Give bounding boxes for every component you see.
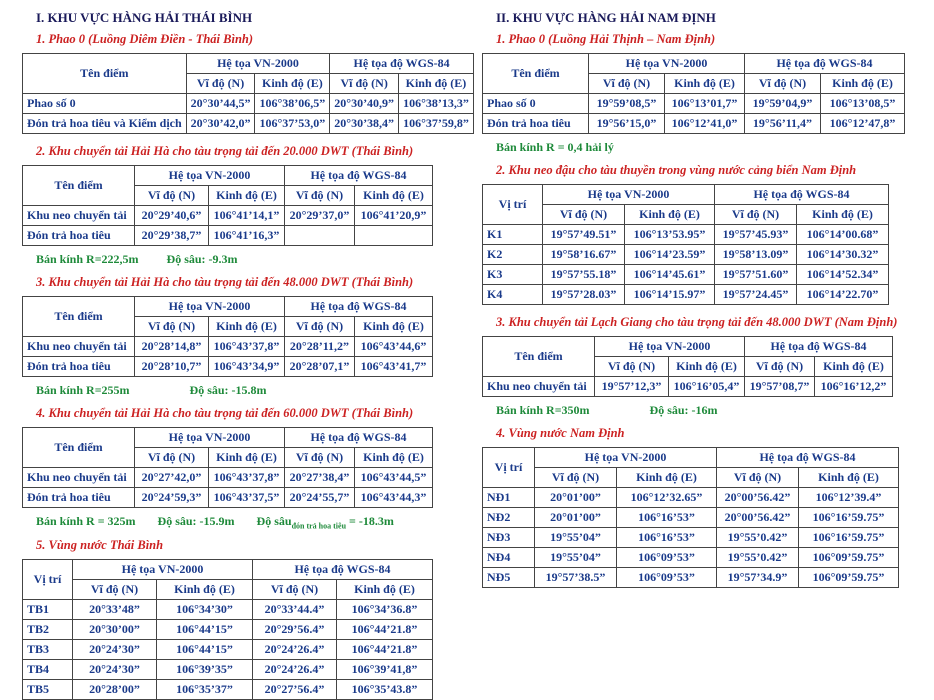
- lon-header: Kinh độ (E): [799, 468, 899, 488]
- nam-dinh-column: [482, 6, 912, 588]
- radius-note: [496, 140, 912, 155]
- coord-cell: [285, 226, 355, 246]
- lon-header: Kinh độ (E): [255, 74, 330, 94]
- point-name-cell: TB1: [23, 600, 73, 620]
- header-row: [23, 54, 474, 74]
- coord-cell: 20°28’14,8”: [135, 337, 209, 357]
- coord-cell: 20°33’44.4”: [253, 600, 337, 620]
- coord-cell: 106°14’30.32”: [797, 245, 889, 265]
- coord-cell: 106°44’21.8”: [337, 620, 433, 640]
- table-row: [483, 528, 899, 548]
- coord-cell: 19°57’24.45”: [715, 285, 797, 305]
- coord-cell: 106°16’59.75”: [799, 508, 899, 528]
- point-name-cell: Khu neo chuyển tải: [23, 206, 135, 226]
- pilot-depth-label: Độ sâu: [256, 514, 292, 528]
- depth-text: Độ sâu: -16m: [649, 403, 718, 417]
- table-row: [23, 357, 433, 377]
- lon-header: Kinh độ (E): [209, 448, 285, 468]
- coord-cell: 19°55’0.42”: [717, 528, 799, 548]
- coord-cell: 20°01’00”: [535, 508, 617, 528]
- coord-cell: 106°38’13,3”: [399, 94, 474, 114]
- lat-header: Vĩ độ (N): [135, 317, 209, 337]
- coord-cell: 20°24’59,3”: [135, 488, 209, 508]
- coord-cell: 19°55’0.42”: [717, 548, 799, 568]
- header-row: [23, 560, 433, 580]
- coord-cell: 20°28’10,7”: [135, 357, 209, 377]
- lon-header: Kinh độ (E): [821, 74, 905, 94]
- header-row: [23, 428, 433, 448]
- name-header: Tên điểm: [23, 297, 135, 337]
- coord-cell: 19°57’49.51”: [543, 225, 625, 245]
- table-row: [483, 568, 899, 588]
- coord-cell: 106°14’45.61”: [625, 265, 715, 285]
- coord-cell: 106°39’35”: [157, 660, 253, 680]
- coord-cell: 20°24’30”: [73, 640, 157, 660]
- lon-header: Kinh độ (E): [337, 580, 433, 600]
- point-name-cell: K2: [483, 245, 543, 265]
- coord-cell: 106°12’32.65”: [617, 488, 717, 508]
- lon-header: Kinh độ (E): [665, 74, 745, 94]
- coord-cell: 20°30’00”: [73, 620, 157, 640]
- coord-cell: 106°16’53”: [617, 508, 717, 528]
- coord-cell: 106°34’30”: [157, 600, 253, 620]
- coord-cell: 106°14’15.97”: [625, 285, 715, 305]
- lat-header: Vĩ độ (N): [186, 74, 255, 94]
- coord-cell: 19°57’34.9”: [717, 568, 799, 588]
- coord-cell: 20°29’40,6”: [135, 206, 209, 226]
- coord-cell: 106°41’16,3”: [209, 226, 285, 246]
- coord-cell: [355, 226, 433, 246]
- lon-header: Kinh độ (E): [617, 468, 717, 488]
- point-name-cell: K4: [483, 285, 543, 305]
- point-name-cell: K1: [483, 225, 543, 245]
- point-name-cell: NĐ5: [483, 568, 535, 588]
- coord-cell: 106°44’15”: [157, 620, 253, 640]
- coord-cell: 106°41’20,9”: [355, 206, 433, 226]
- vn2000-header: Hệ tọa VN-2000: [73, 560, 253, 580]
- lat-header: Vĩ độ (N): [330, 74, 399, 94]
- coord-cell: 20°30’38,4”: [330, 114, 399, 134]
- lat-header: Vĩ độ (N): [595, 357, 669, 377]
- coord-cell: 106°43’37,8”: [209, 468, 285, 488]
- coord-cell: 20°29’37,0”: [285, 206, 355, 226]
- vn2000-header: Hệ tọa VN-2000: [135, 297, 285, 317]
- header-row: [483, 448, 899, 468]
- name-header: Tên điểm: [483, 337, 595, 377]
- vn2000-header: Hệ tọa VN-2000: [543, 185, 715, 205]
- table-row: [23, 226, 433, 246]
- coord-table: [482, 53, 905, 134]
- pilot-depth-value: = -18.3m: [346, 514, 394, 528]
- wgs84-header: Hệ tọa độ WGS-84: [745, 54, 905, 74]
- lon-header: Kinh độ (E): [669, 357, 745, 377]
- coord-table: [482, 447, 899, 588]
- wgs84-header: Hệ tọa độ WGS-84: [745, 337, 893, 357]
- coord-cell: 106°13’53.95”: [625, 225, 715, 245]
- coord-cell: 20°30’44,5”: [186, 94, 255, 114]
- table-row: [23, 600, 433, 620]
- lat-header: Vĩ độ (N): [543, 205, 625, 225]
- lon-header: Kinh độ (E): [355, 448, 433, 468]
- coord-cell: 19°57’08,7”: [745, 377, 815, 397]
- lat-header: Vĩ độ (N): [535, 468, 617, 488]
- coord-cell: 106°37’59,8”: [399, 114, 474, 134]
- name-header: Vị trí: [23, 560, 73, 600]
- wgs84-header: Hệ tọa độ WGS-84: [715, 185, 889, 205]
- coord-cell: 20°24’30”: [73, 660, 157, 680]
- coord-cell: 19°59’08,5”: [589, 94, 665, 114]
- lon-header: Kinh độ (E): [815, 357, 893, 377]
- radius-text: Bán kính R=255m: [36, 383, 130, 397]
- lon-header: Kinh độ (E): [209, 317, 285, 337]
- name-header: Tên điểm: [23, 166, 135, 206]
- lat-header: Vĩ độ (N): [285, 186, 355, 206]
- lat-header: Vĩ độ (N): [715, 205, 797, 225]
- coord-cell: 106°14’22.70”: [797, 285, 889, 305]
- table-row: [483, 548, 899, 568]
- coord-cell: 106°14’52.34”: [797, 265, 889, 285]
- subsection-title: 4. Vùng nước Nam Định: [496, 426, 625, 440]
- coord-cell: 20°24’26.4”: [253, 660, 337, 680]
- coord-cell: 20°27’42,0”: [135, 468, 209, 488]
- point-name-cell: Đón trả hoa tiêu: [23, 488, 135, 508]
- coord-cell: 20°30’42,0”: [186, 114, 255, 134]
- table-row: [483, 285, 889, 305]
- coord-cell: 106°43’44,6”: [355, 337, 433, 357]
- table-row: [23, 337, 433, 357]
- wgs84-header: Hệ tọa độ WGS-84: [330, 54, 474, 74]
- radius-text: Bán kính R=222,5m: [36, 252, 139, 266]
- table-row: [483, 245, 889, 265]
- lat-header: Vĩ độ (N): [285, 448, 355, 468]
- header-row: [23, 166, 433, 186]
- coord-table: [22, 296, 433, 377]
- coord-cell: 106°09’59.75”: [799, 548, 899, 568]
- table-row: [23, 640, 433, 660]
- table-row: [483, 265, 889, 285]
- radius-text: Bán kính R = 0,4 hải lý: [496, 140, 614, 154]
- subsection-title: 1. Phao 0 (Luồng Diêm Điền - Thái Bình): [36, 32, 254, 46]
- name-header: Tên điểm: [483, 54, 589, 94]
- vn2000-header: Hệ tọa VN-2000: [135, 166, 285, 186]
- table-row: [23, 680, 433, 700]
- depth-text: Độ sâu: -15.9m: [157, 514, 235, 528]
- vn2000-header: Hệ tọa VN-2000: [589, 54, 745, 74]
- coord-table: [482, 184, 889, 305]
- coord-table: [482, 336, 893, 397]
- coord-cell: 106°12’41,0”: [665, 114, 745, 134]
- header-row: [483, 337, 893, 357]
- point-name-cell: Đón trả hoa tiêu: [23, 357, 135, 377]
- coord-cell: 20°27’38,4”: [285, 468, 355, 488]
- lat-header: Vĩ độ (N): [745, 357, 815, 377]
- table-row: [483, 508, 899, 528]
- header-row: [23, 297, 433, 317]
- coord-cell: 106°16’53”: [617, 528, 717, 548]
- name-header: Vị trí: [483, 448, 535, 488]
- table-row: [23, 468, 433, 488]
- table-row: [23, 94, 474, 114]
- header-row: [483, 54, 905, 74]
- coord-cell: 20°00’56.42”: [717, 488, 799, 508]
- lat-header: Vĩ độ (N): [745, 74, 821, 94]
- coord-cell: 20°27’56.4”: [253, 680, 337, 700]
- point-name-cell: Đón trả hoa tiêu: [23, 226, 135, 246]
- subheader-row: [23, 580, 433, 600]
- subsection-title: 1. Phao 0 (Luồng Hải Thịnh – Nam Định): [496, 32, 716, 46]
- table-row: [483, 377, 893, 397]
- coord-cell: 19°56’15,0”: [589, 114, 665, 134]
- coord-cell: 106°39’41,8”: [337, 660, 433, 680]
- radius-depth-note: [36, 252, 452, 267]
- subheader-row: [483, 205, 889, 225]
- point-name-cell: Khu neo chuyển tải: [23, 468, 135, 488]
- wgs84-header: Hệ tọa độ WGS-84: [285, 428, 433, 448]
- lon-header: Kinh độ (E): [157, 580, 253, 600]
- depth-text: Độ sâu: -15.8m: [189, 383, 267, 397]
- coord-cell: 20°29’38,7”: [135, 226, 209, 246]
- coord-cell: 106°14’23.59”: [625, 245, 715, 265]
- point-name-cell: Đón trả hoa tiêu: [483, 114, 589, 134]
- lon-header: Kinh độ (E): [209, 186, 285, 206]
- coord-cell: 20°24’26.4”: [253, 640, 337, 660]
- coord-cell: 19°58’16.67”: [543, 245, 625, 265]
- point-name-cell: TB5: [23, 680, 73, 700]
- subsection-title: 5. Vùng nước Thái Bình: [36, 538, 164, 553]
- coord-cell: 106°09’53”: [617, 548, 717, 568]
- lat-header: Vĩ độ (N): [285, 317, 355, 337]
- coord-cell: 106°35’43.8”: [337, 680, 433, 700]
- coord-table: [22, 165, 433, 246]
- coord-cell: 19°57’38.5”: [535, 568, 617, 588]
- name-header: Tên điểm: [23, 54, 187, 94]
- coord-table: [22, 427, 433, 508]
- radius-depth-note: [36, 514, 452, 530]
- radius-depth-note: [496, 403, 912, 418]
- pilot-depth-text: [256, 514, 394, 531]
- coord-cell: 19°59’04,9”: [745, 94, 821, 114]
- table-row: [483, 114, 905, 134]
- point-name-cell: TB4: [23, 660, 73, 680]
- wgs84-header: Hệ tọa độ WGS-84: [253, 560, 433, 580]
- coord-cell: 106°38’06,5”: [255, 94, 330, 114]
- coord-cell: 106°14’00.68”: [797, 225, 889, 245]
- coord-cell: 19°58’13.09”: [715, 245, 797, 265]
- lon-header: Kinh độ (E): [399, 74, 474, 94]
- coord-cell: 19°55’04”: [535, 548, 617, 568]
- wgs84-header: Hệ tọa độ WGS-84: [285, 297, 433, 317]
- coord-cell: 19°57’45.93”: [715, 225, 797, 245]
- coord-cell: 106°12’39.4”: [799, 488, 899, 508]
- point-name-cell: Khu neo chuyển tải: [23, 337, 135, 357]
- coord-cell: 106°12’47,8”: [821, 114, 905, 134]
- coord-cell: 106°43’37,8”: [209, 337, 285, 357]
- table-row: [23, 620, 433, 640]
- radius-text: Bán kính R = 325m: [36, 514, 136, 528]
- point-name-cell: K3: [483, 265, 543, 285]
- coord-cell: 20°28’00”: [73, 680, 157, 700]
- vn2000-header: Hệ tọa VN-2000: [595, 337, 745, 357]
- subsection-title: 2. Khu neo đậu cho tàu thuyền trong vùng nước cảng biển Nam Định: [496, 163, 857, 177]
- lat-header: Vĩ độ (N): [589, 74, 665, 94]
- lon-header: Kinh độ (E): [625, 205, 715, 225]
- header-row: [483, 185, 889, 205]
- name-header: Vị trí: [483, 185, 543, 225]
- coord-cell: 20°29’56.4”: [253, 620, 337, 640]
- coord-cell: 106°41’14,1”: [209, 206, 285, 226]
- coord-cell: 106°13’08,5”: [821, 94, 905, 114]
- coord-cell: 19°56’11,4”: [745, 114, 821, 134]
- coord-cell: 20°00’56.42”: [717, 508, 799, 528]
- coord-cell: 20°24’55,7”: [285, 488, 355, 508]
- coord-cell: 19°57’51.60”: [715, 265, 797, 285]
- subsection-title: 3. Khu chuyển tải Hải Hà cho tàu trọng tải đến 48.000 DWT (Thái Bình): [36, 275, 414, 289]
- coord-cell: 20°28’07,1”: [285, 357, 355, 377]
- point-name-cell: NĐ3: [483, 528, 535, 548]
- coord-cell: 106°44’15”: [157, 640, 253, 660]
- subsection-title: 4. Khu chuyển tải Hải Hà cho tàu trọng tải đến 60.000 DWT (Thái Bình): [36, 406, 414, 420]
- table-row: [23, 488, 433, 508]
- coord-table: [22, 559, 433, 700]
- coord-cell: 106°43’34,9”: [209, 357, 285, 377]
- coord-cell: 20°33’48”: [73, 600, 157, 620]
- coord-cell: 19°57’28.03”: [543, 285, 625, 305]
- coord-cell: 19°57’12,3”: [595, 377, 669, 397]
- coord-cell: 106°16’12,2”: [815, 377, 893, 397]
- lat-header: Vĩ độ (N): [253, 580, 337, 600]
- thai-binh-column: [22, 6, 469, 700]
- coord-cell: 19°57’55.18”: [543, 265, 625, 285]
- radius-depth-note: [36, 383, 452, 398]
- coord-cell: 106°16’05,4”: [669, 377, 745, 397]
- point-name-cell: TB2: [23, 620, 73, 640]
- table-row: [483, 488, 899, 508]
- lat-header: Vĩ độ (N): [73, 580, 157, 600]
- coord-cell: 20°30’40,9”: [330, 94, 399, 114]
- name-header: Tên điểm: [23, 428, 135, 468]
- coord-cell: 106°13’01,7”: [665, 94, 745, 114]
- coord-cell: 106°34’36.8”: [337, 600, 433, 620]
- section-title: II. KHU VỰC HÀNG HẢI NAM ĐỊNH: [496, 10, 716, 25]
- coord-cell: 106°16’59.75”: [799, 528, 899, 548]
- table-row: [23, 660, 433, 680]
- wgs84-header: Hệ tọa độ WGS-84: [717, 448, 899, 468]
- vn2000-header: Hệ tọa VN-2000: [186, 54, 330, 74]
- radius-text: Bán kính R=350m: [496, 403, 590, 417]
- lon-header: Kinh độ (E): [355, 317, 433, 337]
- vn2000-header: Hệ tọa VN-2000: [135, 428, 285, 448]
- point-name-cell: Phao số 0: [483, 94, 589, 114]
- point-name-cell: NĐ4: [483, 548, 535, 568]
- point-name-cell: TB3: [23, 640, 73, 660]
- pilot-depth-sub: đón trả hoa tiêu: [291, 521, 347, 531]
- lon-header: Kinh độ (E): [797, 205, 889, 225]
- table-row: [23, 114, 474, 134]
- coord-cell: 106°37’53,0”: [255, 114, 330, 134]
- lat-header: Vĩ độ (N): [135, 448, 209, 468]
- coord-cell: 106°35’37”: [157, 680, 253, 700]
- subheader-row: [483, 468, 899, 488]
- point-name-cell: Đón trả hoa tiêu và Kiểm dịch: [23, 114, 187, 134]
- table-row: [483, 225, 889, 245]
- vn2000-header: Hệ tọa VN-2000: [535, 448, 717, 468]
- coord-cell: 106°09’53”: [617, 568, 717, 588]
- depth-text: Độ sâu: -9.3m: [166, 252, 238, 266]
- wgs84-header: Hệ tọa độ WGS-84: [285, 166, 433, 186]
- table-row: [23, 206, 433, 226]
- table-row: [483, 94, 905, 114]
- point-name-cell: Khu neo chuyển tải: [483, 377, 595, 397]
- coord-cell: 106°43’44,5”: [355, 468, 433, 488]
- coord-cell: 20°28’11,2”: [285, 337, 355, 357]
- section-title: I. KHU VỰC HÀNG HẢI THÁI BÌNH: [36, 10, 253, 25]
- lat-header: Vĩ độ (N): [135, 186, 209, 206]
- coord-cell: 106°43’41,7”: [355, 357, 433, 377]
- point-name-cell: Phao số 0: [23, 94, 187, 114]
- coord-table: [22, 53, 474, 134]
- lon-header: Kinh độ (E): [355, 186, 433, 206]
- subsection-title: 2. Khu chuyển tải Hải Hà cho tàu trọng tải đến 20.000 DWT (Thái Bình): [36, 144, 414, 158]
- coord-cell: 106°44’21.8”: [337, 640, 433, 660]
- point-name-cell: NĐ1: [483, 488, 535, 508]
- coord-cell: 106°43’44,3”: [355, 488, 433, 508]
- coord-cell: 19°55’04”: [535, 528, 617, 548]
- subsection-title: 3. Khu chuyển tải Lạch Giang cho tàu trọng tải đến 48.000 DWT (Nam Định): [496, 315, 898, 329]
- coord-cell: 20°01’00”: [535, 488, 617, 508]
- coord-cell: 106°09’59.75”: [799, 568, 899, 588]
- coord-cell: 106°43’37,5”: [209, 488, 285, 508]
- lat-header: Vĩ độ (N): [717, 468, 799, 488]
- point-name-cell: NĐ2: [483, 508, 535, 528]
